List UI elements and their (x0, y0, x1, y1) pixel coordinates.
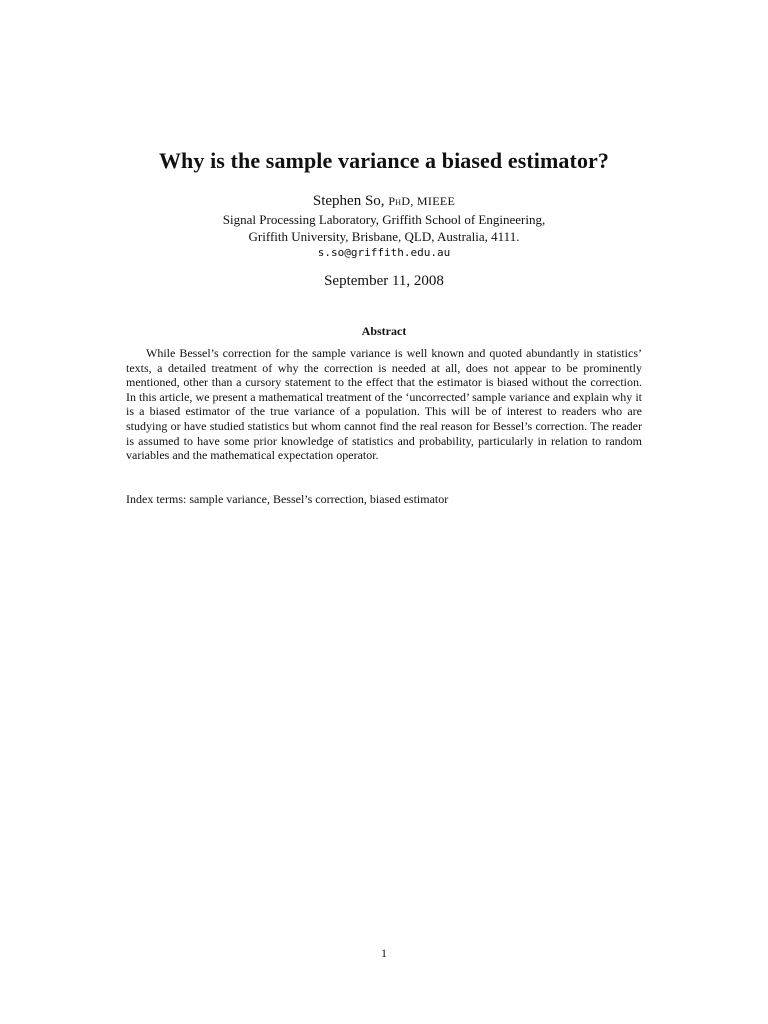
author-degrees: PhD, MIEEE (388, 194, 456, 208)
author-name: Stephen So, (312, 193, 385, 209)
abstract-body: While Bessel’s correction for the sample variance is well known and quoted abundantly in statistics’ texts, a detailed treatment of why the correction is needed at all, does not appear to be prominently mentioned, other than a cursory statement to the effect that the estimator is biased without the correction. In this article, we present a mathematical treatment of the ‘uncorrected’ sample variance and explain why it is a biased estimator of the true variance of a population. This will be of interest to readers who are studying or have studied statistics but whom cannot find the real reason for Bessel’s correction. The reader is assumed to have some prior knowledge of statistics and probability, particularly in relation to random variables and the mathematical expectation operator. (126, 346, 642, 463)
affiliation-line-1: Signal Processing Laboratory, Griffith School of Engineering, (222, 212, 546, 227)
author-email: s.so@griffith.edu.au (317, 246, 451, 259)
abstract-heading: Abstract (361, 324, 407, 338)
publication-date: September 11, 2008 (324, 273, 444, 289)
page-number: 1 (381, 946, 387, 960)
index-terms: Index terms: sample variance, Bessel’s correction, biased estimator (126, 492, 449, 506)
paper-title: Why is the sample variance a biased estimator? (158, 148, 610, 173)
author-line (0, 193, 768, 210)
affiliation-line-2: Griffith University, Brisbane, QLD, Australia, 4111. (248, 229, 520, 244)
